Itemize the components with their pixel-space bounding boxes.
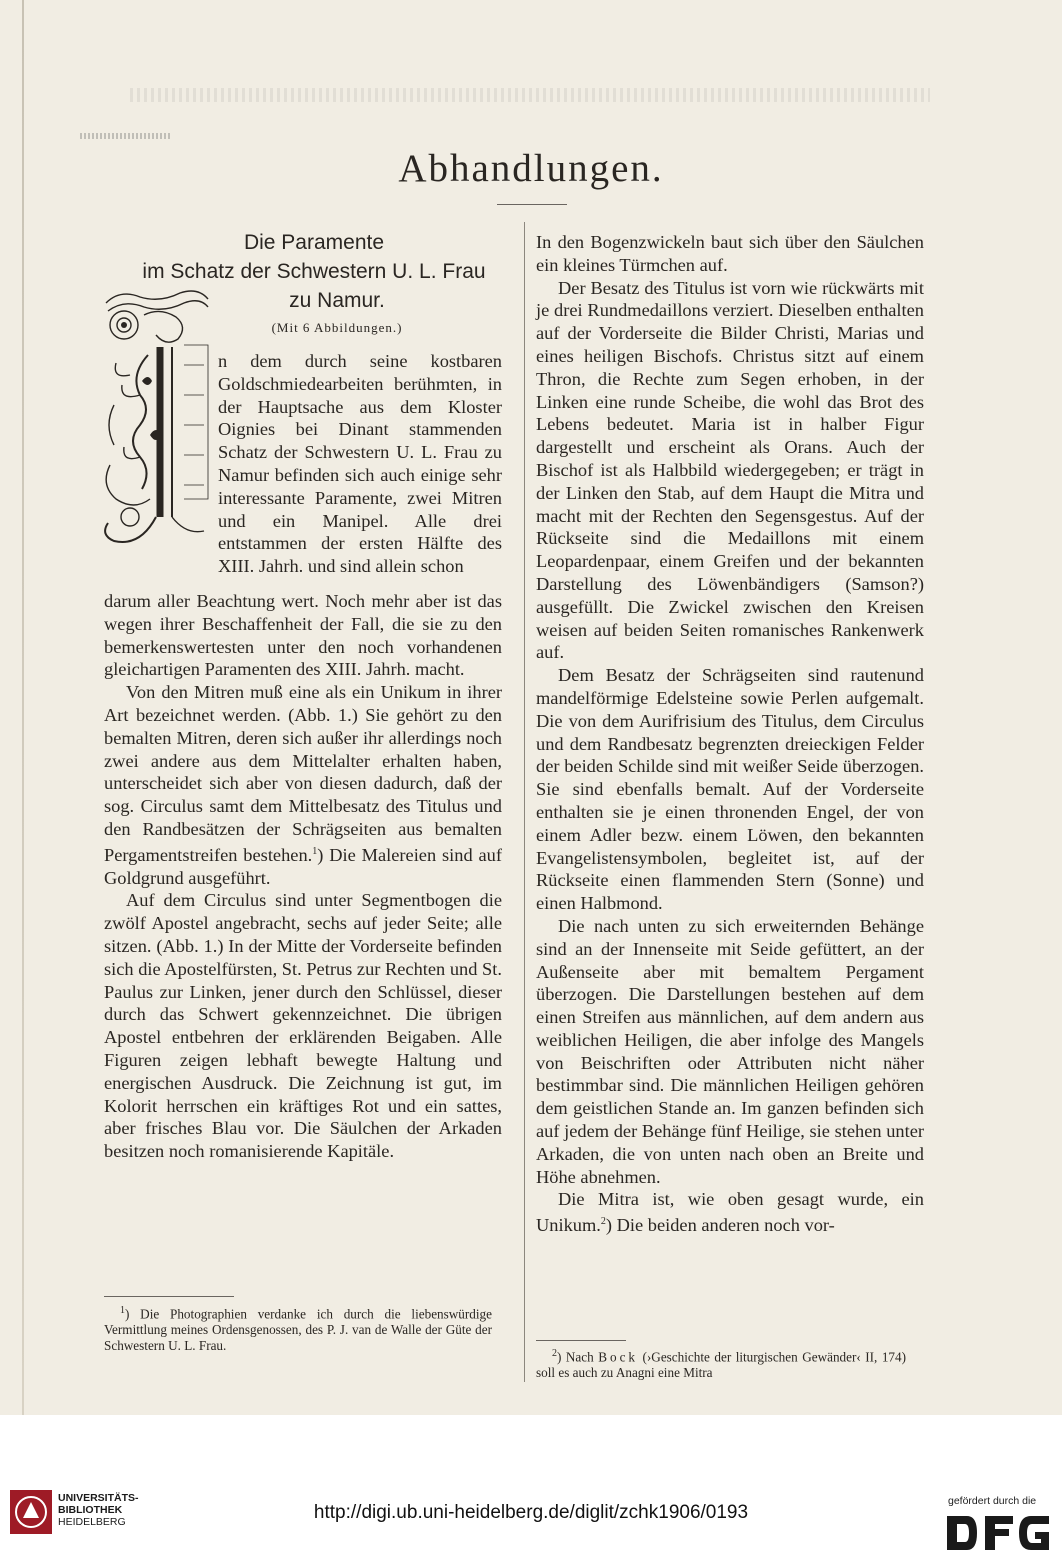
library-name-line2: BIBLIOTHEK	[58, 1504, 123, 1516]
dfg-logo-icon	[945, 1512, 1057, 1554]
library-name-line3: HEIDELBERG	[58, 1516, 126, 1528]
footnote-2-mark: 2	[552, 1348, 557, 1359]
footnote-1-text: ) Die Photographien verdanke ich durch die liebenswürdige Vermittlung meines Ordensgenossen, des P. J. van de Walle der Güte der Schwestern U. L. Frau.	[104, 1306, 492, 1354]
right-column	[536, 231, 924, 1237]
footnote-2-text-a: ) Nach	[557, 1349, 599, 1365]
left-paragraph-2-text: Von den Mitren muß eine als ein Unikum in ihrer Art bezeichnet werden. (Abb. 1.) Sie gehört zu den bemalten Mitren, deren sich außer ihr allerdings noch zwei andere aus dem Mittelalter erhalten haben, unterscheidet sich aber von diesen dadurch, daß der sog. Circulus samt dem Mittelbesatz des Titulus und den Randbesätzen der Schrägseiten aus bemalten Pergamentstreifen bestehen.	[104, 682, 502, 865]
footnote-2-author: Bock	[598, 1349, 639, 1365]
footnote-2	[536, 1346, 906, 1381]
heading-rule	[497, 204, 567, 205]
right-paragraph-4	[536, 1188, 924, 1237]
footnote-1	[104, 1303, 492, 1354]
left-paragraph-2	[104, 681, 502, 889]
page-gutter-edge	[22, 0, 24, 1415]
right-paragraph-1: Der Besatz des Titulus ist vorn wie rückwärts mit je drei Rundmedaillons verziert. Dieselben enthalten auf der Vorderseite die Bilder Christi, Marias und eines heiligen Bischofs. Christus sitzt auf einem Thron, die Rechte zum Segen erhoben, in der Linken eine runde Scheibe, die wohl das Brot des Lebens bedeutet. Maria ist in halber Figur dargestellt und erscheint als Orans. Auch der Bischof ist als Halbbild wiedergegeben; er trägt in der Linken den Stab, auf dem Haupt die Mitra und macht mit der Rechten den Segensgestus. Auf der Rückseite sind die Medaillons mit einem Leopardenpaar, einem Greifen und der bekannten Darstellung des Löwenbändigers (Samson?) ausgefüllt. Die Zwickel zwischen den Kreisen weisen auf beiden Seiten romanisches Rankenwerk auf.	[536, 277, 924, 663]
article-title-line3: zu Namur.	[289, 289, 385, 312]
footnote-1-mark: 1	[120, 1305, 125, 1316]
article-title-line2: im Schatz der Schwestern U. L. Frau	[142, 260, 486, 283]
article-title-line1: Die Paramente	[243, 231, 385, 254]
library-name-line1: UNIVERSITÄTS-	[58, 1492, 139, 1504]
source-url-link[interactable]: http://digi.ub.uni-heidelberg.de/diglit/zchk1906/0193	[313, 1502, 749, 1523]
left-column	[104, 590, 502, 1163]
left-paragraph-2-end: ) Die Malereien sind auf Goldgrund ausgeführt.	[104, 844, 502, 888]
section-heading: Abhandlungen.	[398, 147, 664, 190]
right-paragraph-0: In den Bogenzwickeln baut sich über den Säulchen ein kleines Türmchen auf.	[536, 232, 924, 275]
footnote-2-text-b: (›Geschichte der liturgischen Gewänder‹ II, 174) soll es auch zu Anagni eine Mitra	[536, 1349, 906, 1381]
right-paragraph-2: Dem Besatz der Schrägseiten sind rautenund mandelförmige Edelsteine sowie Perlen aufgemalt. Die von dem Aurifrisium des Titulus, dem Circulus und dem Randbesatz begrenzten dreieckigen Felder der beiden Schilde sind mit weißer Seide überzogen. Sie sind ebenfalls bemalt. Auf der Vorderseite enthalten sie je einen thronenden Engel, der von einem Adler bezw. einem Löwen, den bekannten Evangelistensymbolen, begleitet ist, auf der Rückseite einen flammenden Stern (Sonne) und einen Halbmond.	[536, 665, 924, 914]
right-paragraph-4-text: Die Mitra ist, wie oben gesagt wurde, ein Unikum.	[536, 1189, 924, 1236]
footnote-ref-1: 1	[312, 845, 318, 857]
left-paragraph-1: darum aller Beachtung wert. Noch mehr aber ist das wegen ihrer Beschaffenheit der Fall, die sie zu den bemerkenswertesten unter den noch vorhandenen gleichartigen Paramenten des XIII. Jahrh. macht.	[104, 591, 502, 680]
article-subtitle: (Mit 6 Abbildungen.)	[271, 320, 403, 335]
footnote-rule-left	[104, 1296, 234, 1297]
left-paragraph-3: Auf dem Circulus sind unter Segmentbogen die zwölf Apostel angebracht, sechs auf jeder Seite; alle sitzen. (Abb. 1.) In der Mitte der Vorderseite befinden sich die Apostelfürsten, St. Petrus zur Rechten und St. Paulus zur Linken, jener durch den Schlüssel, dieser durch das Schwert gekennzeichnet. Die übrigen Apostel entbehren der erklärenden Beigaben. Alle Figuren zeigen lebhaft bewegte Haltung und energischen Ausdruck. Die Zeichnung ist gut, im Kolorit herrschen ein kräftiges Rot und ein sattes, aber frisches Blau vor. Die Säulchen der Arkaden besitzen noch romanisierende Kapitäle.	[104, 890, 502, 1162]
right-paragraph-4-end: ) Die beiden anderen noch vor-	[605, 1215, 835, 1236]
footnote-ref-2: 2	[600, 1216, 606, 1228]
column-divider	[524, 222, 525, 1382]
digitization-footer	[0, 1415, 1062, 1562]
funded-by-label: gefördert durch die	[948, 1495, 1037, 1507]
intro-paragraph: n dem durch seine kostbaren Goldschmiedearbeiten berühmten, in der Hauptsache aus dem Kloster Oignies bei Dinant stammenden Schatz der Schwestern U. L. Frau zu Namur befinden sich auch einige sehr interessante Paramente, zwei Mitren und ein Manipel. Alle drei entstammen der ersten Hälfte des XIII. Jahrh. und sind allein schon	[218, 351, 502, 577]
right-paragraph-3: Die nach unten zu sich erweiternden Behänge sind an der Innenseite mit Seide gefüttert, an der Außenseite aber mit bemaltem Pergament überzogen. Die Darstellungen bestehen auf dem einen Streifen aus männlichen, auf dem andern aus weiblichen Heiligen, die aber infolge des Mangels von Beischriften oder Attributen nicht näher bestimmbar sind. Die männlichen Heiligen gehören dem geistlichen Stande an. Im ganzen befinden sich auf jedem der Behänge fünf Heilige, sie stehen unter Arkaden, die von unten nach oben an Breite und Höhe abnehmen.	[536, 915, 924, 1187]
decorated-initial-letter	[100, 285, 212, 565]
margin-pencil-mark	[80, 133, 170, 139]
footnote-rule-right	[536, 1340, 626, 1341]
bleed-through-header	[130, 88, 930, 102]
